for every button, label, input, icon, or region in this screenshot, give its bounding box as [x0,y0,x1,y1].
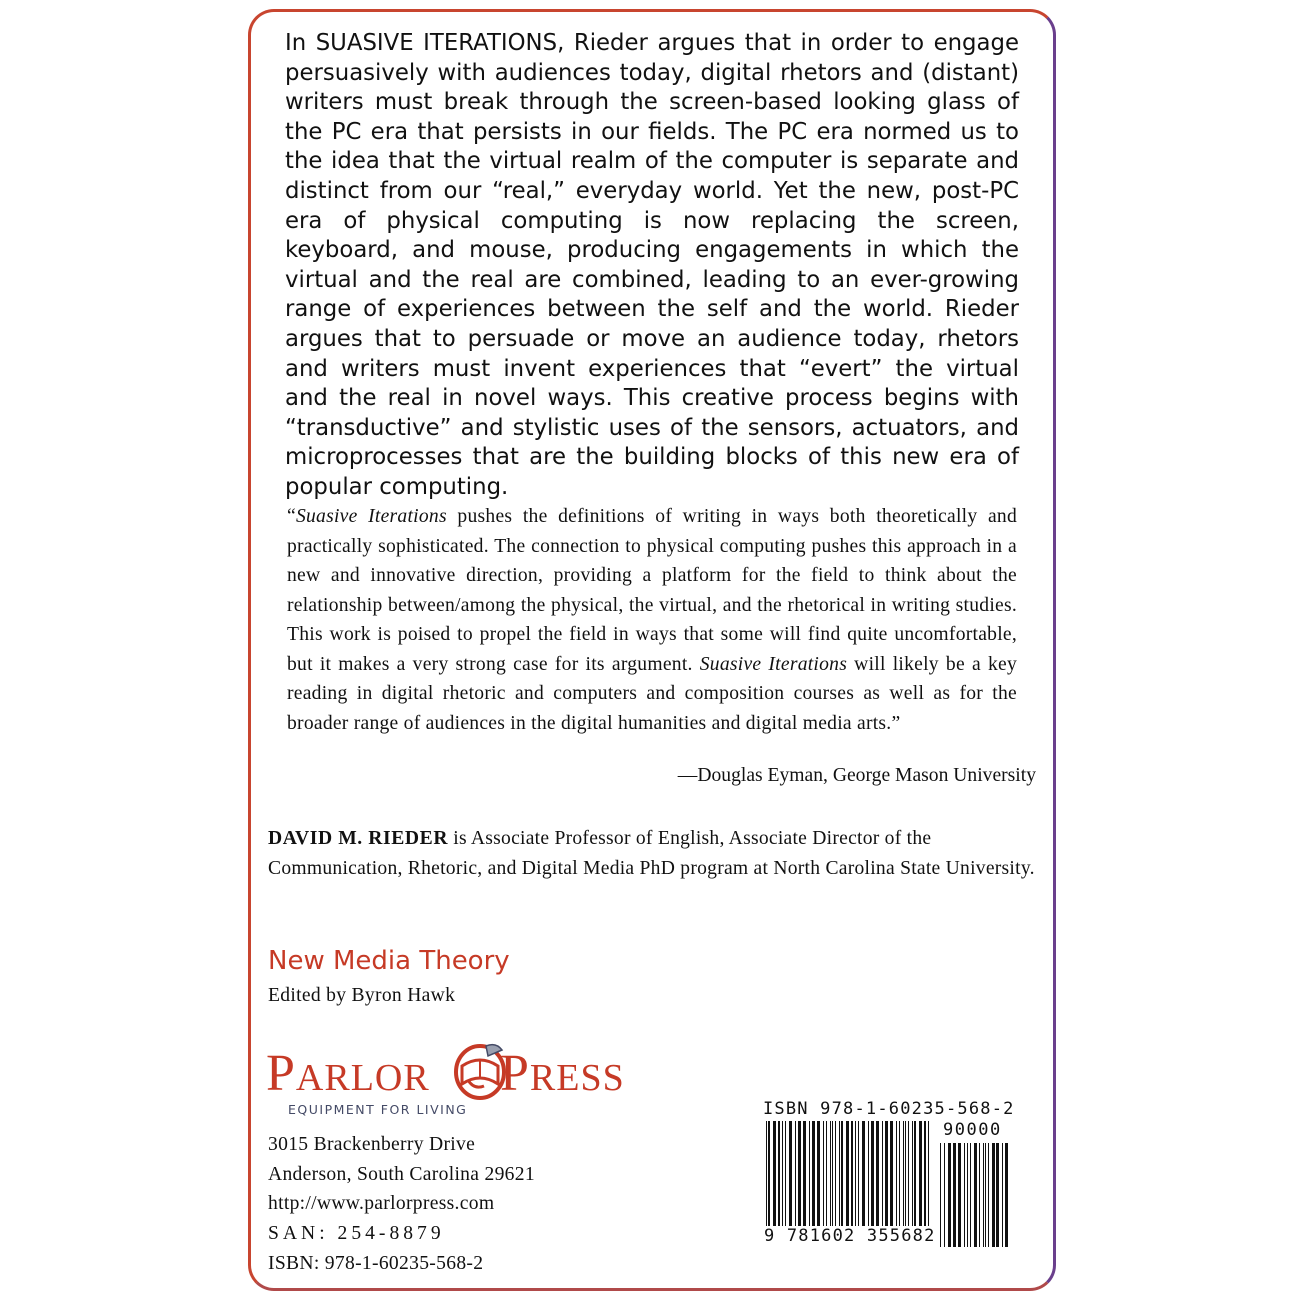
barcode-bar [908,1121,909,1233]
barcode-bar [970,1143,971,1247]
barcode-bar [983,1143,984,1247]
logo-tagline: EQUIPMENT FOR LIVING [288,1102,468,1117]
barcode-bar [885,1121,888,1233]
barcode-bar [817,1121,820,1233]
address-line: 3015 Brackenberry Drive [268,1134,476,1155]
barcode-bar [846,1121,849,1233]
barcode-bar [768,1121,770,1233]
barcode-bar [809,1121,810,1233]
barcode-bar [928,1121,929,1233]
barcode-bar [841,1121,843,1233]
publisher-address [268,1130,535,1279]
barcode-bar [919,1121,922,1233]
barcode-bar [826,1121,827,1233]
series-title: New Media Theory [268,946,510,976]
description-blurb: In SUASIVE ITERATIONS, Rieder argues that in order to engage persuasively with audiences today, digital rhetors and (distant) writers must break through the screen-based looking glass of the PC era that persists in our fields. The PC era normed us to the idea that the virtual realm of the computer is separate and distinct from our “real,” everyday world. Yet the new, post-PC era of physical computing is now replacing the screen, keyboard, and mouse, producing engagements in which the virtual and the real are combined, leading to an ever-growing range of experiences between the self and the world. Rieder argues that to persuade or move an audience today, rhetors and writers must invent experiences that “evert” the virtual and the real in novel ways. This creative process begins with “transductive” and stylistic uses of the sensors, actuators, and microprocesses that are the building blocks of this new era of popular computing. [285,30,1019,500]
barcode-bar [988,1143,989,1247]
barcode-isbn-label: ISBN 978-1-60235-568-2 [763,1099,1015,1119]
quote-book-title: Suasive Iterations [699,653,848,675]
barcode-bar [953,1143,956,1247]
address-line: Anderson, South Carolina 29621 [268,1163,535,1185]
logo-word-press: PRESS [500,1045,625,1102]
barcode-addon-number: 90000 [943,1120,1002,1140]
quote-attribution: —Douglas Eyman, George Mason University [677,765,1036,786]
quote-book-title: Suasive Iterations [295,506,447,527]
barcode-bar [964,1143,965,1247]
publisher-san: SAN: 254-8879 [268,1223,445,1245]
quote-text-part: pushes the definitions of writing in ways both theoretically and practically sophisticated. The connection to physical computing pushes this approach in a new and innovative direction, providing a platform for the field to think about the relationship between/among the physical, the virtual, and the rhetorical in writing studies. This work is poised to propel the field in ways that some will find quite uncomfortable, but it makes a very strong case for its argument. [287,506,1017,675]
barcode-bar [812,1121,815,1233]
barcode-bar [839,1121,840,1233]
barcode-bar [876,1121,879,1233]
barcode-bar [967,1143,968,1247]
barcode-bar [905,1121,906,1233]
barcode-bar [890,1121,893,1233]
barcode-bar [858,1121,859,1233]
barcode-bar [785,1121,786,1233]
barcode-bar [896,1121,897,1233]
barcode-bar [940,1143,941,1247]
barcode-bar [882,1121,883,1233]
barcode-bar [1002,1143,1003,1247]
barcode-bar [992,1143,995,1247]
logo-word-parlor: PARLOR [266,1045,430,1102]
barcode-bar [855,1121,856,1233]
barcode-bar [1005,1143,1008,1247]
author-bio-text: is Associate Professor of English, Associate Director of the Communication, Rhetoric, and Digital Media PhD program at North Carolina State University. [268,828,1035,879]
barcode-bar [795,1121,796,1233]
barcode-bar [912,1121,913,1233]
barcode-bar [899,1121,900,1233]
quote-open-mark: “ [287,506,296,527]
barcode-bar [924,1121,926,1233]
barcode-bar [868,1121,869,1233]
barcode-bar [851,1121,853,1233]
author-bio [268,824,1036,883]
barcode-bar [823,1121,824,1233]
barcode-bar [832,1121,833,1233]
quote-text-part: will likely be a key reading in digital rhetoric and computers and composition courses as well as for the broader range of audiences in the digital humanities and digital media arts.” [287,653,1018,734]
barcode-bar [862,1121,865,1233]
barcode-bar [903,1121,904,1233]
barcode-bar [835,1121,836,1233]
barcode-bar [773,1121,776,1233]
series-editor: Edited by Byron Hawk [268,985,456,1006]
barcode-digits: 9 781602 355682 [764,1226,936,1246]
barcode-bar [782,1121,783,1233]
publisher-logo [266,1036,666,1126]
barcode-bar [958,1143,961,1247]
barcode-bar [778,1121,780,1233]
barcode-bar [803,1121,806,1233]
barcode-bar [948,1143,951,1247]
barcode-bar [944,1143,945,1247]
barcode-bar [830,1121,831,1233]
barcode-bar [914,1121,916,1233]
barcode-bar [996,1143,999,1247]
barcode-bar [985,1143,986,1247]
author-name: DAVID M. RIEDER [268,828,449,849]
barcode-bar [798,1121,801,1233]
barcode-bar [974,1143,977,1247]
barcode-bar [789,1121,792,1233]
barcode-bar [871,1121,874,1233]
barcode-bar [979,1143,980,1247]
publisher-isbn: ISBN: 978-1-60235-568-2 [268,1252,484,1274]
endorsement-quote [287,502,1017,738]
barcode-bar [766,1121,767,1233]
publisher-url: http://www.parlorpress.com [268,1193,495,1215]
